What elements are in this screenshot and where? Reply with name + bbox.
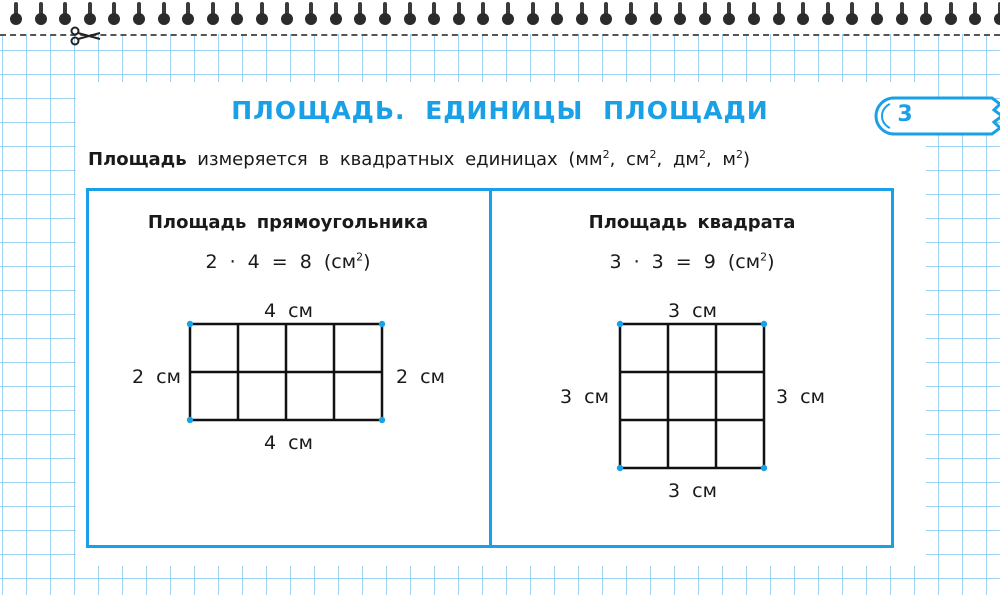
page-title: ПЛОЩАДЬ. ЕДИНИЦЫ ПЛОЩАДИ — [231, 96, 769, 125]
binding-ring-icon — [35, 2, 47, 26]
binding-ring-icon — [281, 2, 293, 26]
binding-ring-icon — [846, 2, 858, 26]
binding-ring-icon — [84, 2, 96, 26]
binding-ring-icon — [158, 2, 170, 26]
square-formula-text: 3 · 3 = 9 (см — [609, 251, 761, 273]
binding-ring-icon — [305, 2, 317, 26]
rectangle-corner-dot — [379, 417, 385, 423]
binding-ring-icon — [133, 2, 145, 26]
square-formula-sup: 2 — [760, 250, 768, 264]
square-top-label: 3 см — [668, 300, 717, 322]
binding-ring-icon — [896, 2, 908, 26]
binding-ring-icon — [600, 2, 612, 26]
square-left-label: 3 см — [560, 386, 609, 408]
intro-sup-2: 2 — [649, 148, 657, 161]
square-corner-dot — [617, 465, 623, 471]
spiral-binding — [0, 0, 1000, 34]
rectangle-top-label: 4 см — [264, 300, 313, 322]
square-right-label: 3 см — [776, 386, 825, 408]
binding-ring-icon — [650, 2, 662, 26]
rectangle-title: Площадь прямоугольника — [147, 212, 429, 233]
binding-ring-icon — [379, 2, 391, 26]
binding-ring-icon — [773, 2, 785, 26]
binding-ring-icon — [527, 2, 539, 26]
binding-ring-icon — [231, 2, 243, 26]
binding-ring-icon — [477, 2, 489, 26]
square-corner-dot — [761, 465, 767, 471]
intro-text — [88, 149, 888, 170]
intro-text-part-2: , см — [609, 149, 650, 170]
binding-ring-icon — [354, 2, 366, 26]
rectangle-right-label: 2 см — [396, 366, 445, 388]
binding-ring-icon — [428, 2, 440, 26]
binding-ring-icon — [748, 2, 760, 26]
square-formula — [492, 251, 892, 273]
square-grid-figure — [616, 320, 774, 478]
binding-ring-icon — [969, 2, 981, 26]
intro-text-part-4: , м — [705, 149, 737, 170]
binding-ring-icon — [404, 2, 416, 26]
frame-divider — [489, 188, 492, 548]
binding-ring-icon — [182, 2, 194, 26]
square-title: Площадь квадрата — [588, 212, 796, 233]
rectangle-corner-dot — [187, 417, 193, 423]
intro-bold-word: Площадь — [88, 149, 187, 170]
binding-ring-icon — [59, 2, 71, 26]
page-number: 3 — [897, 102, 913, 127]
binding-ring-icon — [330, 2, 342, 26]
square-corner-dot — [617, 321, 623, 327]
scissors-icon — [70, 26, 102, 46]
rectangle-corner-dot — [379, 321, 385, 327]
intro-text-part-5: ) — [743, 149, 751, 170]
binding-ring-icon — [920, 2, 932, 26]
binding-ring-icon — [625, 2, 637, 26]
binding-ring-icon — [256, 2, 268, 26]
intro-sup-1: 2 — [602, 148, 610, 161]
intro-text-part-3: , дм — [656, 149, 699, 170]
binding-ring-icon — [207, 2, 219, 26]
binding-ring-icon — [723, 2, 735, 26]
binding-ring-icon — [945, 2, 957, 26]
square-corner-dot — [761, 321, 767, 327]
square-bottom-label: 3 см — [668, 480, 717, 502]
rectangle-bottom-label: 4 см — [264, 432, 313, 454]
binding-ring-icon — [797, 2, 809, 26]
intro-sup-4: 2 — [736, 148, 744, 161]
binding-ring-icon — [822, 2, 834, 26]
intro-text-part-1: измеряется в квадратных единицах (мм — [186, 149, 603, 170]
binding-ring-icon — [108, 2, 120, 26]
binding-ring-icon — [994, 2, 1000, 26]
square-formula-end: ) — [767, 251, 775, 273]
binding-ring-icon — [674, 2, 686, 26]
rectangle-corner-dot — [187, 321, 193, 327]
intro-sup-3: 2 — [698, 148, 706, 161]
cut-line — [0, 34, 1000, 36]
rectangle-formula — [88, 251, 488, 273]
binding-ring-icon — [453, 2, 465, 26]
binding-ring-icon — [699, 2, 711, 26]
binding-ring-icon — [871, 2, 883, 26]
rectangle-left-label: 2 см — [132, 366, 181, 388]
binding-ring-icon — [10, 2, 22, 26]
binding-ring-icon — [551, 2, 563, 26]
binding-ring-icon — [576, 2, 588, 26]
rectangle-formula-sup: 2 — [356, 250, 364, 264]
binding-ring-icon — [502, 2, 514, 26]
rectangle-formula-end: ) — [363, 251, 371, 273]
rectangle-formula-text: 2 · 4 = 8 (см — [205, 251, 357, 273]
rectangle-grid-figure — [186, 320, 392, 430]
